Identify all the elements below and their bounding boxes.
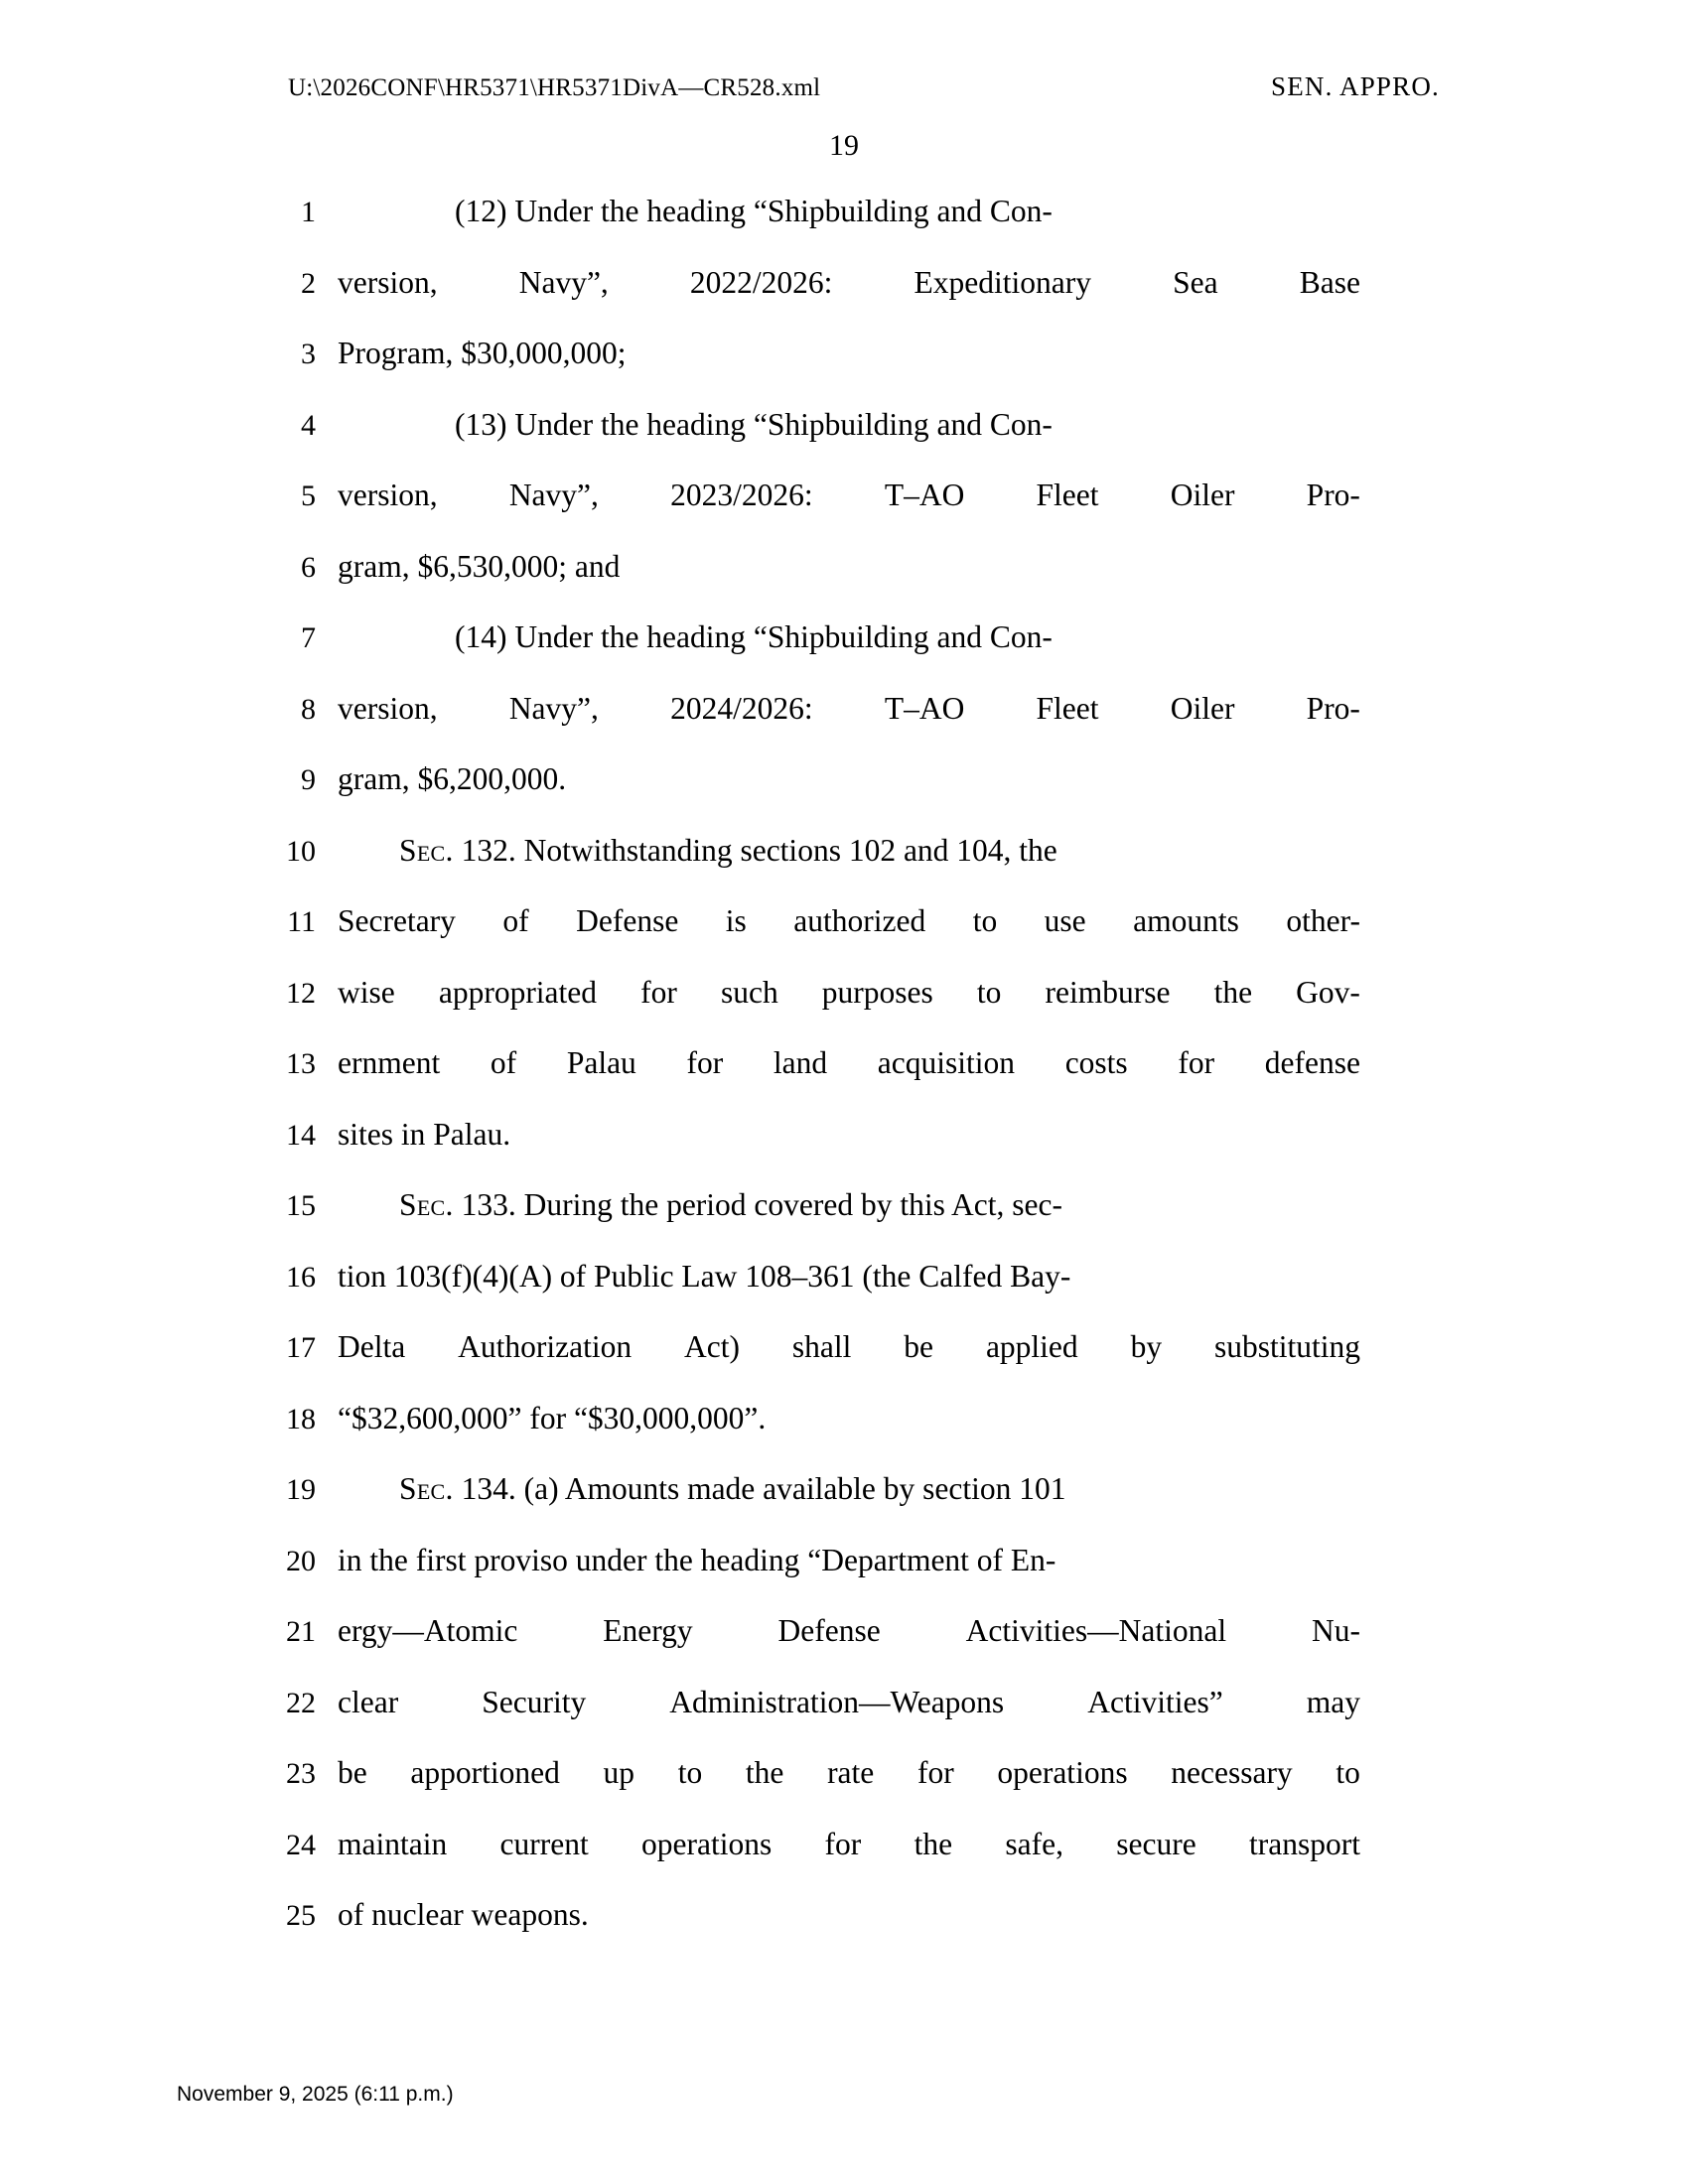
line-text <box>338 478 1360 513</box>
line-text: (14) Under the heading “Shipbuilding and Con- <box>455 619 1053 654</box>
word: Oiler <box>1170 478 1235 512</box>
section-marker: Sec. <box>399 832 454 868</box>
word: appropriated <box>438 974 598 1010</box>
word: substituting <box>1213 1329 1360 1364</box>
line-number: 22 <box>286 1686 316 1719</box>
word: Sea <box>1173 264 1218 300</box>
line-text: in the first proviso under the heading “Department of En- <box>338 1542 1056 1577</box>
word: ernment <box>338 1045 441 1080</box>
word: for <box>916 1755 954 1790</box>
line-number: 5 <box>301 479 316 512</box>
word: defense <box>1264 1045 1360 1080</box>
word: applied <box>985 1329 1078 1364</box>
word: acquisition <box>877 1045 1016 1080</box>
word: Administration—Weapons <box>669 1684 1005 1719</box>
line-number: 8 <box>301 692 316 726</box>
word: Pro- <box>1306 690 1360 726</box>
bill-line <box>0 761 1688 833</box>
word: Defense <box>777 1613 881 1648</box>
line-text <box>338 691 1360 727</box>
word: the <box>745 1755 784 1790</box>
word: Navy”, <box>518 264 609 300</box>
document-stamp: SEN. APPRO. <box>1270 71 1440 101</box>
bill-line <box>0 194 1688 265</box>
line-text <box>338 1329 1360 1365</box>
bill-line <box>0 975 1688 1046</box>
line-number: 13 <box>286 1047 316 1080</box>
word: Act) <box>684 1329 740 1364</box>
word: rate <box>827 1755 875 1790</box>
line-text: (13) Under the heading “Shipbuilding and Con- <box>455 406 1053 442</box>
line-text: Program, $30,000,000; <box>338 336 627 370</box>
page-number: 19 <box>829 129 859 162</box>
line-text: “$32,600,000” for “$30,000,000”. <box>338 1400 767 1435</box>
line-number: 25 <box>286 1899 316 1932</box>
line-text <box>338 1613 1360 1649</box>
line-text: (12) Under the heading “Shipbuilding and Con- <box>455 194 1053 228</box>
bill-line <box>0 1401 1688 1472</box>
line-number: 4 <box>301 408 316 442</box>
word: Navy”, <box>508 690 599 726</box>
line-number: 17 <box>286 1331 316 1364</box>
word: Delta <box>338 1329 406 1364</box>
word: transport <box>1249 1826 1360 1861</box>
line-number: 7 <box>301 621 316 654</box>
word: Secretary <box>338 903 456 938</box>
word: secure <box>1116 1826 1196 1861</box>
bill-line <box>0 407 1688 478</box>
word: up <box>603 1755 635 1790</box>
word: reimburse <box>1045 974 1171 1010</box>
bill-line <box>0 549 1688 620</box>
word: Nu- <box>1311 1613 1360 1648</box>
bill-line <box>0 1755 1688 1827</box>
word: Oiler <box>1170 690 1235 726</box>
line-number: 20 <box>286 1544 316 1577</box>
word: authorized <box>793 903 926 938</box>
line-number: 6 <box>301 550 316 584</box>
word: to <box>972 903 998 938</box>
word: Security <box>482 1684 587 1719</box>
line-text <box>338 1685 1360 1720</box>
word: purposes <box>821 974 933 1010</box>
line-text: Sec. 133. During the period covered by this Act, sec- <box>399 1187 1062 1222</box>
word: current <box>499 1826 589 1861</box>
line-number: 2 <box>301 266 316 300</box>
word: to <box>976 974 1002 1010</box>
line-text: sites in Palau. <box>338 1116 511 1152</box>
line-text: Sec. 134. (a) Amounts made available by section 101 <box>399 1471 1066 1506</box>
word: safe, <box>1005 1826 1063 1861</box>
bill-line <box>0 336 1688 407</box>
word: for <box>640 974 677 1010</box>
word: is <box>725 903 747 938</box>
line-number: 18 <box>286 1402 316 1435</box>
word: may <box>1306 1684 1360 1719</box>
word: Activities—National <box>965 1613 1227 1648</box>
word: for <box>1178 1045 1215 1080</box>
line-text <box>338 1045 1360 1081</box>
bill-line <box>0 1543 1688 1614</box>
bill-line <box>0 903 1688 975</box>
bill-line <box>0 1613 1688 1685</box>
line-number: 21 <box>286 1615 316 1648</box>
word: 2024/2026: <box>670 690 813 726</box>
word: amounts <box>1133 903 1239 938</box>
word: of <box>490 1045 517 1080</box>
line-number: 10 <box>286 834 316 868</box>
bill-line <box>0 1827 1688 1898</box>
word: Fleet <box>1036 690 1099 726</box>
word: Navy”, <box>508 478 599 512</box>
word: Energy <box>603 1613 693 1648</box>
word: be <box>904 1329 934 1364</box>
word: Base <box>1299 264 1360 300</box>
bill-line <box>0 1329 1688 1401</box>
running-header <box>288 71 1440 102</box>
word: Palau <box>566 1045 636 1080</box>
bill-line <box>0 1897 1688 1969</box>
word: version, <box>338 690 438 726</box>
word: 2023/2026: <box>670 478 813 512</box>
line-number: 12 <box>286 976 316 1010</box>
word: be <box>338 1755 367 1790</box>
line-number: 3 <box>301 338 316 370</box>
word: of <box>502 903 529 938</box>
word: costs <box>1064 1045 1128 1080</box>
word: 2022/2026: <box>689 264 833 300</box>
line-text: Sec. 132. Notwithstanding sections 102 and 104, the <box>399 832 1057 868</box>
bill-line <box>0 691 1688 762</box>
word: T–AO <box>884 478 965 512</box>
word: operations <box>997 1755 1128 1790</box>
bill-line <box>0 1685 1688 1756</box>
word: version, <box>338 478 438 512</box>
word: version, <box>338 264 438 300</box>
word: Defense <box>576 903 679 938</box>
word: T–AO <box>884 690 965 726</box>
bill-line <box>0 833 1688 904</box>
word: Activities” <box>1087 1684 1223 1719</box>
line-text: gram, $6,530,000; and <box>338 548 621 584</box>
line-text <box>338 903 1360 939</box>
bill-line <box>0 1187 1688 1259</box>
line-text: gram, $6,200,000. <box>338 761 567 796</box>
word: operations <box>641 1826 773 1861</box>
word: to <box>677 1755 703 1790</box>
line-text <box>338 1827 1360 1862</box>
line-number: 23 <box>286 1757 316 1790</box>
line-text <box>338 265 1360 301</box>
word: use <box>1044 903 1086 938</box>
source-file-path: U:\2026CONF\HR5371\HR5371DivA—CR528.xml <box>288 74 821 101</box>
word: by <box>1130 1329 1163 1364</box>
word: Authorization <box>458 1329 633 1364</box>
bill-line <box>0 619 1688 691</box>
line-text <box>338 975 1360 1011</box>
line-number: 14 <box>286 1118 316 1152</box>
line-number: 16 <box>286 1260 316 1294</box>
word: clear <box>338 1684 399 1719</box>
word: the <box>914 1826 953 1861</box>
word: Expeditionary <box>914 264 1091 300</box>
word: maintain <box>338 1826 448 1861</box>
bill-line <box>0 1117 1688 1188</box>
word: necessary <box>1171 1755 1293 1790</box>
word: to <box>1336 1755 1360 1790</box>
section-marker: Sec. <box>399 1471 454 1506</box>
bill-line <box>0 1045 1688 1117</box>
line-number: 24 <box>286 1828 316 1861</box>
bill-line <box>0 1471 1688 1543</box>
line-number: 19 <box>286 1473 316 1506</box>
word: such <box>720 974 778 1010</box>
word: the <box>1213 974 1253 1010</box>
word: wise <box>338 974 395 1010</box>
line-text <box>338 1755 1360 1791</box>
word: for <box>824 1826 862 1861</box>
line-number: 11 <box>287 905 316 938</box>
word: for <box>686 1045 724 1080</box>
bill-line <box>0 478 1688 549</box>
bill-line <box>0 1259 1688 1330</box>
line-number: 1 <box>301 196 316 228</box>
bill-line <box>0 265 1688 337</box>
line-number: 15 <box>286 1189 316 1222</box>
word: Pro- <box>1306 478 1360 512</box>
line-text: tion 103(f)(4)(A) of Public Law 108–361 (the Calfed Bay- <box>338 1258 1071 1294</box>
bill-text-body <box>0 194 1688 1969</box>
section-marker: Sec. <box>399 1187 454 1222</box>
footer-timestamp: November 9, 2025 (6:11 p.m.) <box>177 2083 454 2106</box>
word: apportioned <box>410 1755 560 1790</box>
word: other- <box>1286 903 1360 938</box>
word: Fleet <box>1036 478 1099 512</box>
word: shall <box>791 1329 852 1364</box>
word: ergy—Atomic <box>338 1613 518 1648</box>
word: land <box>773 1045 828 1080</box>
line-number: 9 <box>301 763 316 796</box>
word: Gov- <box>1296 974 1360 1010</box>
line-text: of nuclear weapons. <box>338 1897 589 1932</box>
